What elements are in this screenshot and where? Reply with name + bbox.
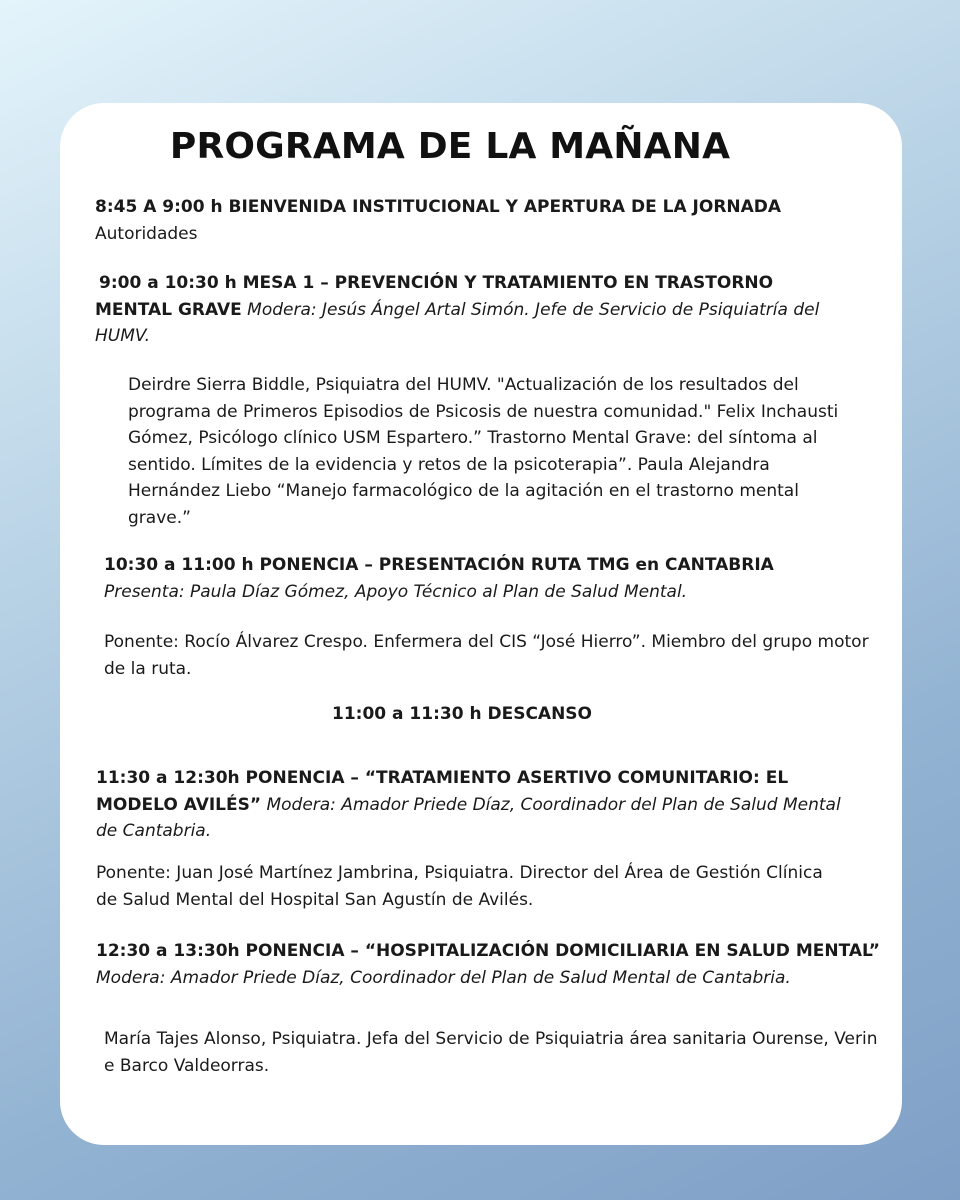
hospitalizacion-heading: 12:30 a 13:30h PONENCIA – “HOSPITALIZACIÓN DOMICILIARIA EN SALUD MENTAL” [96,941,880,961]
ruta-tmg-speaker: Ponente: Rocío Álvarez Crespo. Enfermera del CIS “José Hierro”. Miembro del grupo motor de la ruta. [104,632,869,679]
welcome-subtitle: Autoridades [95,223,198,244]
page-title: PROGRAMA DE LA MAÑANA [169,126,731,167]
section-hospitalizacion [96,938,886,991]
section-welcome [95,194,875,247]
ruta-tmg-heading: 10:30 a 11:00 h PONENCIA – PRESENTACIÓN RUTA TMG en CANTABRIA [104,555,774,575]
hospitalizacion-speaker: María Tajes Alonso, Psiquiatra. Jefa del Servicio de Psiquiatria área sanitaria Ourense, Verin e Barco Valdeorras. [104,1029,878,1076]
section-modelo-aviles [96,765,856,845]
modelo-aviles-speaker: Ponente: Juan José Martínez Jambrina, Psiquiatra. Director del Área de Gestión Clínica de Salud Mental del Hospital San Agustín de Avilés. [96,863,823,910]
modelo-aviles-heading: 11:30 a 12:30h PONENCIA – “TRATAMIENTO ASERTIVO COMUNITARIO: EL MODELO AVILÉS” [96,768,789,815]
mesa-1-heading: 9:00 a 10:30 h MESA 1 – PREVENCIÓN Y TRATAMIENTO EN TRASTORNO MENTAL GRAVE [95,273,774,320]
section-ruta-tmg [104,552,874,605]
welcome-heading: 8:45 A 9:00 h BIENVENIDA INSTITUCIONAL Y APERTURA DE LA JORNADA [95,197,782,217]
break-label: 11:00 a 11:30 h DESCANSO [332,704,592,724]
mesa-1-moderator: Modera: Jesús Ángel Artal Simón. Jefe de Servicio de Psiquiatría del HUMV. [95,299,820,346]
modelo-aviles-moderator: Modera: Amador Priede Díaz, Coordinador del Plan de Salud Mental de Cantabria. [96,794,841,841]
section-mesa-1 [95,270,840,350]
hospitalizacion-moderator: Modera: Amador Priede Díaz, Coordinador del Plan de Salud Mental de Cantabria. [96,967,791,988]
mesa-1-speakers: Deirdre Sierra Biddle, Psiquiatra del HUMV. "Actualización de los resultados del programa de Primeros Episodios de Psicosis de nuestra comunidad." Felix Inchausti Gómez, Psicólogo clínico USM Espartero.” Trastorno Mental Grave: del síntoma al sentido. Límites de la evidencia y retos de la psicoterapia”. Paula Alejandra Hernández Liebo “Manejo farmacológico de la agitación en el trastorno mental grave.” [128,375,839,528]
ruta-tmg-presenter: Presenta: Paula Díaz Gómez, Apoyo Técnico al Plan de Salud Mental. [104,581,688,602]
